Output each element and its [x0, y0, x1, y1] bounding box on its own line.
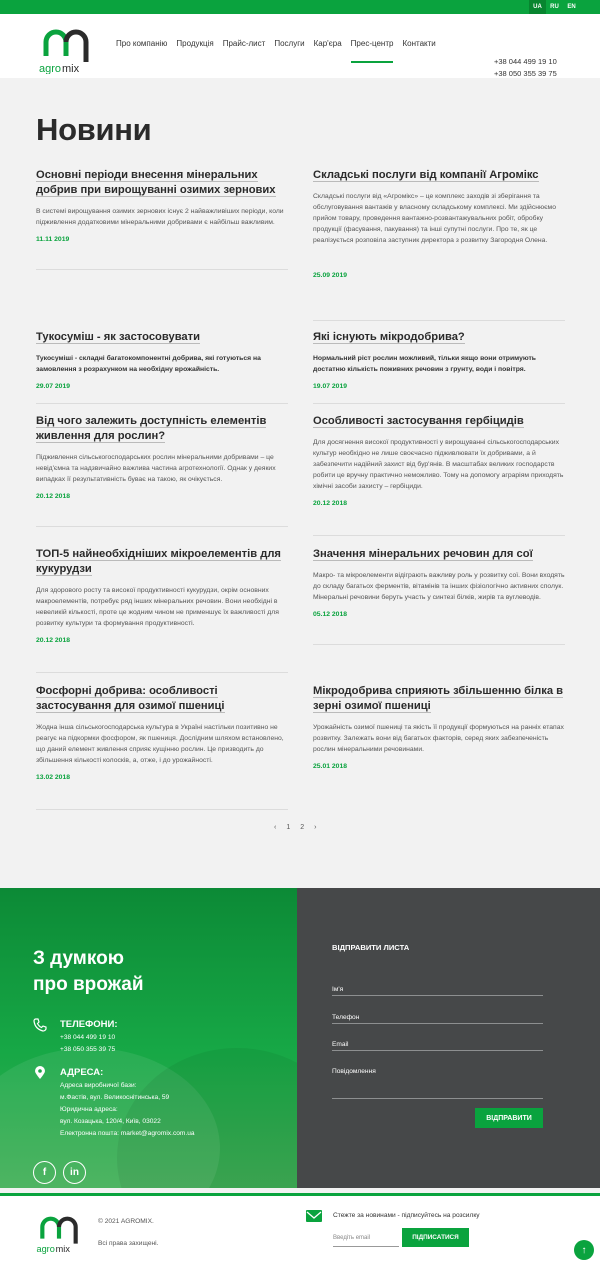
header-phone-2[interactable]: +38 050 355 39 75: [494, 69, 557, 78]
news-date: 25.01 2018: [313, 763, 348, 770]
news-date: 11.11 2019: [36, 236, 70, 243]
social-links: [33, 1161, 93, 1184]
contact-phones: [60, 1032, 115, 1056]
nav-services[interactable]: Послуги: [274, 39, 305, 48]
news-excerpt: Підживлення сільськогосподарських рослин мінеральними добривами – це невід'ємна та надзвичайно важлива частина агротехнології. Однак у деяких випадках її результативність буває на такою, як очікується.: [36, 454, 276, 483]
news-title[interactable]: Від чого залежить доступність елементів живлення для рослин?: [36, 415, 267, 442]
news-date: 25.09 2019: [313, 272, 348, 279]
subscribe-button[interactable]: ПІДПИСАТИСЯ: [402, 1228, 469, 1247]
address-title: АДРЕСА:: [60, 1067, 104, 1078]
header-phone-1[interactable]: +38 044 499 19 10: [494, 57, 557, 66]
news-card: [36, 414, 288, 527]
lang-ru[interactable]: RU: [550, 4, 559, 10]
pagination: [274, 824, 327, 831]
nav-career[interactable]: Кар'єра: [313, 39, 342, 48]
svg-text:agro: agro: [39, 63, 62, 74]
news-date: 13.02 2018: [36, 774, 71, 781]
lang-en[interactable]: EN: [567, 4, 576, 10]
news-date: 19.07 2019: [313, 383, 348, 390]
news-excerpt: Жодна інша сільськогосподарська культура в Україні настільки позитивно не реагує на підкормки фосфором, як пшениця. Дослідним шляхом встановлено, що даний елемент живлення сприяє кущінню рослин. Це призводить до збільшення кількості колосків, а, отже, і до урожайності.: [36, 724, 284, 764]
phones-title: ТЕЛЕФОНИ:: [60, 1019, 118, 1030]
news-title[interactable]: Основні періоди внесення мінеральних добрив при вирощуванні озимих зернових: [36, 169, 276, 196]
main-nav: [116, 39, 445, 62]
news-date: 05.12 2018: [313, 611, 348, 618]
news-excerpt: В системі вирощування озимих зернових існує 2 найважливіших періоди, коли підживлення додатковими мінеральними добривами є найбільш важливим.: [36, 208, 284, 226]
news-card: [36, 330, 288, 404]
news-title[interactable]: Фосфорні добрива: особливості застосування для озимої пшениці: [36, 685, 225, 712]
news-card: [36, 168, 288, 270]
subscribe-text: Стежте за новинами - підписуйтесь на розсилку: [333, 1212, 480, 1219]
location-pin-icon: [33, 1066, 47, 1080]
news-card: [313, 168, 565, 321]
news-title[interactable]: Мікродобрива сприяють збільшенню білка в зерні озимої пшениці: [313, 685, 564, 712]
news-excerpt: Для досягнення високої продуктивності у вирощуванні сільськогосподарських культур необхідно не лише своєчасно підживлювати їх добривами, а й забезпечити надійний захист від бур'янів. В масштабах великих господарств робити це вручну практично неможливо. Тому на допомогу аграріям приходять хімічні засоби захисту – гербіциди.: [313, 439, 564, 490]
email-field[interactable]: Email: [332, 1033, 543, 1051]
news-card: [36, 684, 288, 810]
phone-field[interactable]: Телефон: [332, 1006, 543, 1024]
phone-icon: [33, 1018, 47, 1032]
pagination-prev[interactable]: ‹: [274, 824, 277, 831]
news-date: 20.12 2018: [36, 493, 71, 500]
scroll-top-button[interactable]: ↑: [574, 1240, 594, 1260]
linkedin-icon[interactable]: in: [63, 1161, 86, 1184]
contact-info-panel: [0, 888, 297, 1188]
name-field[interactable]: Ім'я: [332, 978, 543, 996]
news-card: [313, 330, 565, 404]
top-bar: [0, 0, 600, 14]
news-title[interactable]: Складські послуги від компанії Агромікс: [313, 169, 539, 181]
site-header: [0, 14, 600, 78]
news-title[interactable]: Тукосуміш - як застосовувати: [36, 331, 201, 343]
contact-form-panel: [297, 888, 600, 1188]
nav-price-list[interactable]: Прайс-лист: [222, 39, 266, 48]
news-title[interactable]: Особливості застосування гербіцидів: [313, 415, 524, 427]
news-title[interactable]: Які існують мікродобрива?: [313, 331, 465, 343]
language-switcher: [529, 0, 580, 14]
lang-ua[interactable]: UA: [529, 0, 546, 14]
nav-about[interactable]: Про компанію: [116, 39, 168, 48]
news-card: [313, 547, 565, 645]
contact-phone-1[interactable]: +38 044 499 19 10: [60, 1034, 116, 1041]
svg-text:agro: agro: [36, 1244, 55, 1254]
news-date: 20.12 2018: [36, 637, 71, 644]
pagination-next[interactable]: ›: [314, 824, 317, 831]
agromix-logo[interactable]: [36, 22, 96, 74]
news-card: [313, 684, 565, 784]
nav-press-center[interactable]: Прес-центр: [351, 39, 394, 62]
news-excerpt: Макро- та мікроелементи відіграють важливу роль у розвитку сої. Вони входять до складу багатьох ферментів, вітамінів та інших фізіологічно активних сполук. Мінеральні речовини беруть участь у синтезі білків, жирів та вуглеводів.: [313, 572, 565, 601]
svg-text:mix: mix: [62, 63, 80, 74]
news-date: 20.12 2018: [313, 500, 348, 507]
header-phones: [494, 56, 557, 80]
contact-email[interactable]: Електронна пошта: market@agromix.com.ua: [60, 1130, 195, 1137]
news-section: [0, 78, 600, 888]
send-button[interactable]: ВІДПРАВИТИ: [475, 1108, 543, 1128]
pagination-page-2[interactable]: 2: [300, 824, 305, 831]
news-excerpt: Для здорового росту та високої продуктивності кукурудзи, окрім основних макроелементів, потребує ряд інших мінеральних речовин. Вони необхідні в невеликій кількості, проте це жодним чином не применшує їх важливості для розвитку культури та формування продуктивності.: [36, 587, 279, 627]
svg-text:mix: mix: [55, 1244, 70, 1254]
page-title: Новини: [36, 112, 152, 147]
news-excerpt: Тукосуміші - складні багатокомпонентні добрива, які готуються на замовлення з розрахунком на необхідну врожайність.: [36, 355, 261, 373]
news-excerpt: Складські послуги від «Агромікс» – це комплекс заходів зі зберігання та обслуговування вантажів у власному складському комплексі. Ми здійснюємо прийом товару, проведення вантажно-розвантажувальних робіт, обробку продукції (фасування, пакування) та інші супутні послуги. Про те, як це реалізується розповіла заступник директора з розвитку Загородня Олена.: [313, 193, 557, 244]
form-title: ВІДПРАВИТИ ЛИСТА: [332, 943, 410, 952]
subscribe-email-input[interactable]: Введіть email: [333, 1229, 399, 1247]
news-card: [36, 547, 288, 673]
news-date: 29.07 2019: [36, 383, 71, 390]
message-field[interactable]: Повідомлення: [332, 1060, 543, 1099]
contact-phone-2[interactable]: +38 050 355 39 75: [60, 1046, 116, 1053]
news-title[interactable]: ТОП-5 найнеобхідніших мікроелементів для кукурудзи: [36, 548, 281, 575]
copyright: © 2021 AGROMIX. Всі права захищені.: [98, 1218, 159, 1247]
news-excerpt: Нормальний ріст рослин можливий, тільки якщо вони отримують достатню кількість поживних речовин з грунту, води і повітря.: [313, 355, 536, 373]
contact-tagline: З думкою про врожай: [33, 948, 144, 995]
nav-products[interactable]: Продукція: [176, 39, 214, 48]
contact-addresses: Адреса виробничої бази: м.Фастів, вул. Великоснітинська, 59 Юридична адреса: вул. Козацька, 120/4, Київ, 03022 Електронна пошта: market@agromix.com.ua: [60, 1080, 195, 1140]
pagination-page-1[interactable]: 1: [286, 824, 291, 831]
news-card: [313, 414, 565, 536]
nav-contacts[interactable]: Контакти: [402, 39, 436, 48]
news-excerpt: Урожайність озимої пшениці та якість її продукції формуються на ранніх етапах розвитку. Залежать вони від багатьох факторів, серед яких забезпеченість рослин мінеральними речовинами.: [313, 724, 564, 753]
agromix-footer-logo[interactable]: [34, 1210, 84, 1254]
facebook-icon[interactable]: f: [33, 1161, 56, 1184]
envelope-icon: [306, 1210, 322, 1222]
site-footer: [0, 1196, 600, 1268]
news-title[interactable]: Значення мінеральних речовин для сої: [313, 548, 533, 560]
contact-section: [0, 888, 600, 1188]
